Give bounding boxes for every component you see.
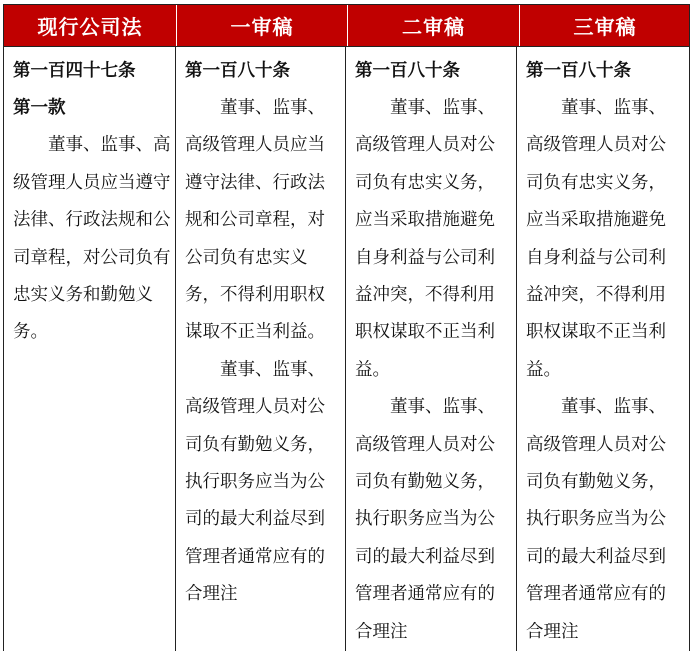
article-heading: 第一百四十七条 (13, 53, 171, 90)
column-second-draft (346, 47, 517, 651)
article-paragraph: 董事、监事、高级管理人员对公司负有忠实义务，应当采取措施避免自身利益与公司利益冲突，不得利用职权谋取不正当利益。 (526, 90, 683, 389)
header-third-draft: 三审稿 (520, 5, 690, 46)
column-third-draft (517, 47, 687, 651)
header-first-draft: 一审稿 (177, 5, 348, 46)
article-paragraph: 董事、监事、高级管理人员对公司负有勤勉义务，执行职务应当为公司的最大利益尽到管理者通常应有的合理注 (355, 389, 512, 651)
header-row (4, 5, 689, 47)
header-current-law: 现行公司法 (4, 5, 177, 46)
article-heading: 第一百八十条 (526, 53, 683, 90)
column-current-law (4, 47, 176, 651)
comparison-table (3, 4, 690, 651)
header-second-draft: 二审稿 (348, 5, 520, 46)
article-paragraph: 董事、监事、高级管理人员应当遵守法律、行政法规和公司章程，对公司负有忠实义务，不得利用职权谋取不正当利益。 (185, 90, 341, 352)
body-row (4, 47, 689, 651)
article-paragraph: 董事、监事、高级管理人员对公司负有勤勉义务，执行职务应当为公司的最大利益尽到管理者通常应有的合理注 (185, 352, 341, 614)
article-paragraph: 董事、监事、高级管理人员应当遵守法律、行政法规和公司章程，对公司负有忠实义务和勤勉义务。 (13, 127, 171, 351)
article-paragraph: 董事、监事、高级管理人员对公司负有忠实义务，应当采取措施避免自身利益与公司利益冲突，不得利用职权谋取不正当利益。 (355, 90, 512, 389)
article-paragraph: 董事、监事、高级管理人员对公司负有勤勉义务，执行职务应当为公司的最大利益尽到管理者通常应有的合理注 (526, 389, 683, 651)
article-heading: 第一百八十条 (355, 53, 512, 90)
paragraph-heading: 第一款 (13, 90, 171, 127)
column-first-draft (176, 47, 346, 651)
article-heading: 第一百八十条 (185, 53, 341, 90)
